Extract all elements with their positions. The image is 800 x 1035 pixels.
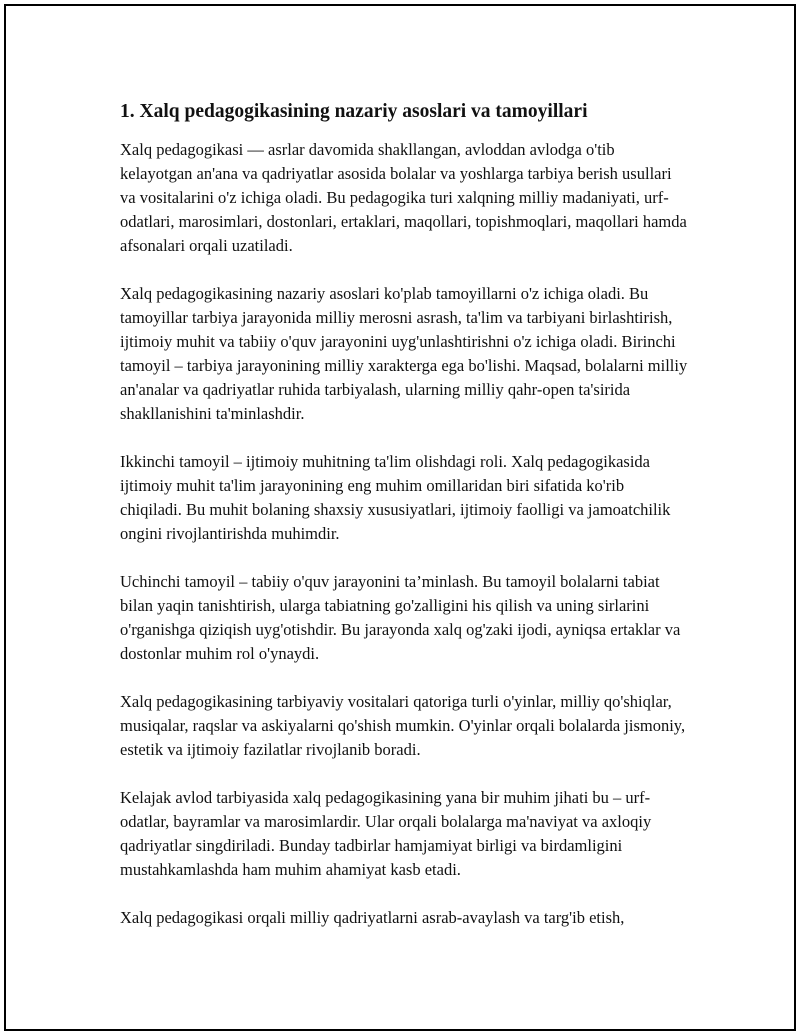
- paragraph-4: Uchinchi tamoyil – tabiiy o'quv jarayonini ta’minlash. Bu tamoyil bolalarni tabiat bilan yaqin tanishtirish, ularga tabiatning go'zalligini his qilish va uning sirlarini o'rganishga qiziqish uyg'otishdir. Bu jarayonda xalq og'zaki ijodi, ayniqsa ertaklar va dostonlar muhim rol o'ynaydi.: [120, 572, 681, 663]
- paragraph-7: Xalq pedagogikasi orqali milliy qadriyatlarni asrab-avaylash va targ'ib etish,: [120, 908, 625, 927]
- section-heading: 1. Xalq pedagogikasining nazariy asoslari va tamoyillari: [120, 101, 588, 122]
- page-frame: [4, 4, 796, 1031]
- paragraph-6: Kelajak avlod tarbiyasida xalq pedagogikasining yana bir muhim jihati bu – urf-odatlar, bayramlar va marosimlardir. Ular orqali bolalarga ma'naviyat va axloqiy qadriyatlar singdiriladi. Bunday tadbirlar hamjamiyat birligi va birdamligini mustahkamlashda ham muhim ahamiyat kasb etadi.: [120, 788, 652, 879]
- paragraph-2: Xalq pedagogikasining nazariy asoslari ko'plab tamoyillarni o'z ichiga oladi. Bu tamoyillar tarbiya jarayonida milliy merosni asrash, ta'lim va tarbiyani birlashtirish, ijtimoiy muhit va tabiiy o'quv jarayonini uyg'unlashtirishni o'z ichiga oladi. Birinchi tamoyil – tarbiya jarayonining milliy xarakterga ega bo'lishi. Maqsad, bolalarni milliy an'analar va qadriyatlar ruhida tarbiyalash, ularning milliy qahr-open ta'sirida shakllanishini ta'minlashdir.: [120, 284, 688, 423]
- paragraph-1: Xalq pedagogikasi — asrlar davomida shakllangan, avloddan avlodga o'tib kelayotgan an'ana va qadriyatlar asosida bolalar va yoshlarga tarbiya berish usullari va vositalarini o'z ichiga oladi. Bu pedagogika turi xalqning milliy madaniyati, urf-odatlari, marosimlari, dostonlari, ertaklari, maqollari, topishmoqlari, maqollari hamda afsonalari orqali uzatiladi.: [120, 140, 687, 255]
- paragraph-5: Xalq pedagogikasining tarbiyaviy vositalari qatoriga turli o'yinlar, milliy qo'shiqlar, musiqalar, raqslar va askiyalarni qo'shish mumkin. O'yinlar orqali bolalarda jismoniy, estetik va ijtimoiy fazilatlar rivojlanib boradi.: [120, 692, 686, 759]
- document-body: [120, 99, 690, 954]
- paragraph-3: Ikkinchi tamoyil – ijtimoiy muhitning ta'lim olishdagi roli. Xalq pedagogikasida ijtimoiy muhit ta'lim jarayonining eng muhim omillaridan biri sifatida ko'rib chiqiladi. Bu muhit bolaning shaxsiy xususiyatlari, ijtimoiy faolligi va jamoatchilik ongini rivojlantirishda muhimdir.: [120, 452, 671, 543]
